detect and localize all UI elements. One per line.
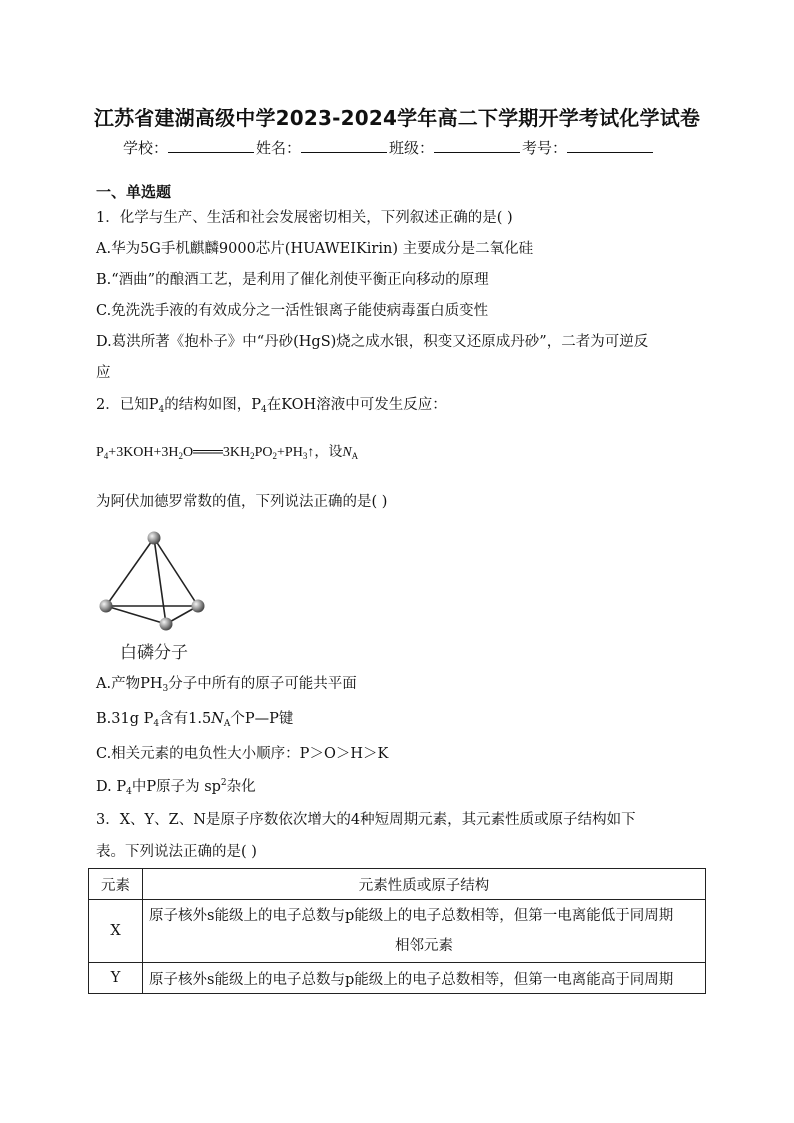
q2-stem-pre: 2．已知P	[96, 397, 159, 413]
table-header-property: 元素性质或原子结构	[143, 869, 706, 900]
class-blank[interactable]	[434, 136, 520, 153]
q1-option-b: B.“酒曲”的酿酒工艺，是利用了催化剂使平衡正向移动的原理	[96, 272, 489, 288]
eq-p-sub: 4	[103, 451, 109, 461]
q2-option-a	[96, 672, 357, 694]
q2-stem-sub2: 4	[260, 405, 267, 415]
eq-t2: O═══3KH	[183, 445, 251, 460]
eq-t3: PO	[254, 445, 273, 460]
p-atom-top	[148, 532, 161, 545]
section-heading: 一、单选题	[96, 183, 172, 201]
name-label: 姓名：	[256, 139, 302, 157]
q2-stem-mid: 的结构如图，P	[164, 397, 261, 413]
q2-option-d	[96, 775, 256, 797]
p-atom-left	[100, 600, 113, 613]
school-label: 学校：	[123, 139, 169, 157]
table-header-element: 元素	[89, 869, 143, 900]
eq-t4: +PH	[277, 445, 303, 460]
table-cell-line1: 原子核外s能级上的电子总数与p能级上的电子总数相等，但第一电离能低于同周期	[149, 908, 674, 924]
q2-d-post: 杂化	[226, 779, 256, 795]
table-cell-element: X	[89, 900, 143, 963]
table-cell-property: 原子核外s能级上的电子总数与p能级上的电子总数相等，但第一电离能高于同周期	[143, 963, 706, 994]
q2-stem2: 为阿伏加德罗常数的值，下列说法正确的是( )	[96, 494, 388, 510]
q2-d-mid: 中P原子为 sp	[131, 779, 221, 795]
p-atom-front	[160, 618, 173, 631]
table-row	[89, 900, 706, 963]
q3-stem-line1: 3．X、Y、Z、N是原子序数依次增大的4种短周期元素，其元素性质或原子结构如下	[96, 812, 636, 828]
q2-a-pre: A.产物PH	[96, 676, 163, 692]
exam-number-label: 考号：	[522, 139, 568, 157]
class-label: 班级：	[389, 139, 435, 157]
document-title: 江苏省建湖高级中学2023-2024学年高二下学期开学考试化学试卷	[93, 106, 701, 130]
table-cell-element: Y	[89, 963, 143, 994]
school-blank[interactable]	[168, 136, 254, 153]
eq-kh-sub: 2	[250, 451, 255, 461]
q2-stem-sub: 4	[158, 405, 165, 415]
eq-na: N	[342, 445, 352, 460]
exam-number-blank[interactable]	[567, 136, 653, 153]
q1-option-d-line2: 应	[96, 365, 111, 381]
eq-na-sub: A	[351, 451, 359, 461]
q2-a-sub: 3	[162, 684, 169, 694]
eq-t5: ↑，设	[307, 445, 343, 460]
p-atom-right	[192, 600, 205, 613]
q2-b-pre: B.31g P	[96, 711, 154, 727]
p-p-bonds	[106, 538, 198, 624]
eq-h-sub: 2	[178, 451, 184, 461]
q2-a-post: 分子中所有的原子可能共平面	[168, 676, 357, 692]
eq-t1: +3KOH+3H	[108, 445, 179, 460]
table-cell-line2: 相邻元素	[395, 938, 453, 954]
q2-b-na: N	[211, 711, 224, 727]
eq-ph-sub: 3	[302, 451, 308, 461]
q2-stem-post: 在KOH溶液中可发生反应：	[266, 397, 447, 413]
q2-b-mid: 含有1.5	[159, 711, 212, 727]
q2-b-post: 个P—P键	[230, 711, 294, 727]
element-table	[88, 868, 706, 994]
q1-option-a: A.华为5G手机麒麟9000芯片(HUAWEIKirin) 主要成分是二氧化硅	[96, 241, 534, 257]
q2-d-sup: 2	[220, 778, 227, 789]
q2-d-pre: D. P	[96, 779, 127, 795]
name-blank[interactable]	[301, 136, 387, 153]
q2-b-sub: 4	[153, 719, 160, 729]
table-cell-property	[143, 900, 706, 963]
q2-option-b	[96, 707, 293, 729]
q1-stem: 1．化学与生产、生活和社会发展密切相关，下列叙述正确的是( )	[96, 210, 513, 226]
table-header-row	[89, 869, 706, 900]
table-row	[89, 963, 706, 994]
q1-option-d-line1: D.葛洪所著《抱朴子》中“丹砂(HgS)烧之成水银，积变又还原成丹砂”，二者为可逆反	[96, 334, 649, 350]
q2-stem	[96, 393, 447, 415]
q3-stem-line2: 表。下列说法正确的是( )	[96, 844, 257, 860]
eq-p: P	[96, 445, 104, 460]
eq-po-sub: 2	[272, 451, 278, 461]
q2-option-c: C.相关元素的电负性大小顺序：P＞O＞H＞K	[96, 746, 389, 762]
q2-equation	[96, 441, 358, 461]
figure-caption: 白磷分子	[120, 643, 188, 663]
q2-d-sub: 4	[126, 787, 132, 797]
student-info-row	[123, 136, 655, 158]
q2-b-na-sub: A	[223, 719, 231, 729]
q1-option-c: C.免洗洗手液的有效成分之一活性银离子能使病毒蛋白质变性	[96, 303, 489, 319]
